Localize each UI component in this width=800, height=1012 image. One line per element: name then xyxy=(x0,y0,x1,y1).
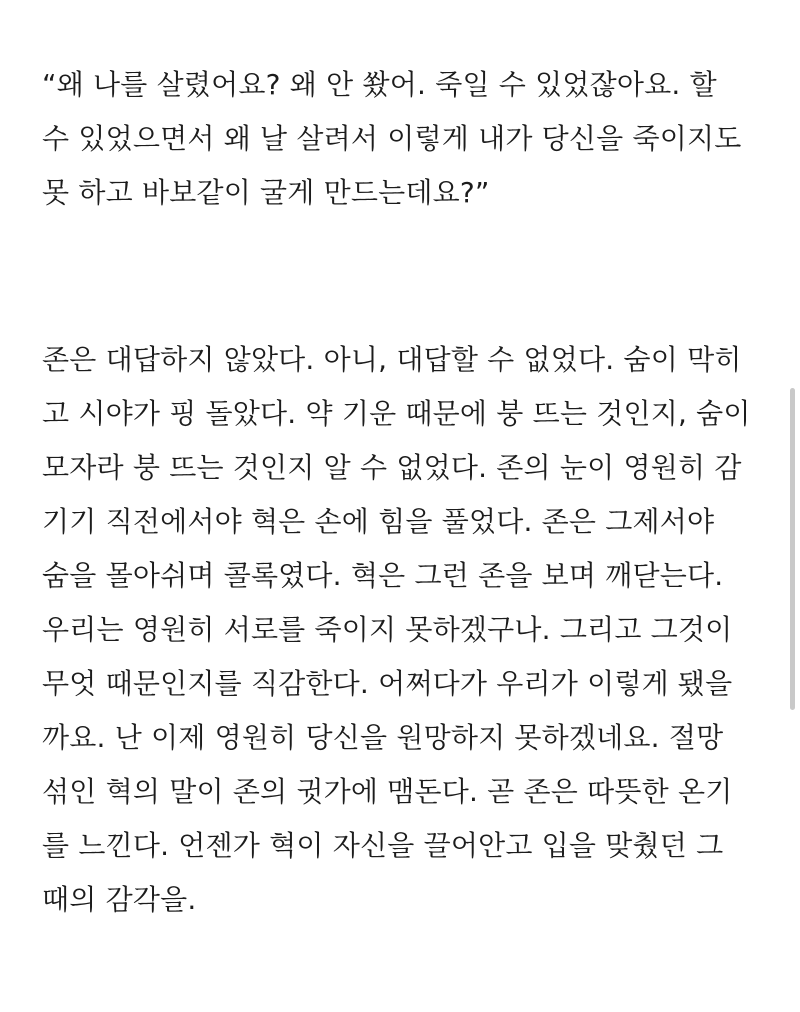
text-line: 모자라 붕 뜨는 것인지 알 수 없었다. 존의 눈이 영원히 감 xyxy=(42,451,742,484)
text-line: 존은 대답하지 않았다. 아니, 대답할 수 없었다. 숨이 막히 xyxy=(42,343,742,376)
text-line: 숨을 몰아쉬며 콜록였다. 혁은 그런 존을 보며 깨닫는다. xyxy=(42,559,724,592)
scrollbar-thumb[interactable] xyxy=(790,388,795,710)
text-line: 를 느낀다. 언젠가 혁이 자신을 끌어안고 입을 맞췄던 그 xyxy=(42,829,724,862)
text-line: 고 시야가 핑 돌았다. 약 기운 때문에 붕 뜨는 것인지, 숨이 xyxy=(42,397,751,430)
dialogue-paragraph xyxy=(42,58,762,220)
narration-paragraph xyxy=(42,333,762,927)
text-line: 섞인 혁의 말이 존의 귓가에 맴돈다. 곧 존은 따뜻한 온기 xyxy=(42,775,733,808)
text-line: 까요. 난 이제 영원히 당신을 원망하지 못하겠네요. 절망 xyxy=(42,721,724,754)
text-line: 무엇 때문인지를 직감한다. 어쩌다가 우리가 이렇게 됐을 xyxy=(42,667,733,700)
text-line: 기기 직전에서야 혁은 손에 힘을 풀었다. 존은 그제서야 xyxy=(42,505,715,538)
text-line: 때의 감각을. xyxy=(42,883,197,916)
text-line: “왜 나를 살렸어요? 왜 안 쐈어. 죽일 수 있었잖아요. 할 xyxy=(42,68,717,101)
text-line: 우리는 영원히 서로를 죽이지 못하겠구나. 그리고 그것이 xyxy=(42,613,733,646)
text-line: 못 하고 바보같이 굴게 만드는데요?” xyxy=(42,176,490,209)
text-line: 수 있었으면서 왜 날 살려서 이렇게 내가 당신을 죽이지도 xyxy=(42,122,742,155)
